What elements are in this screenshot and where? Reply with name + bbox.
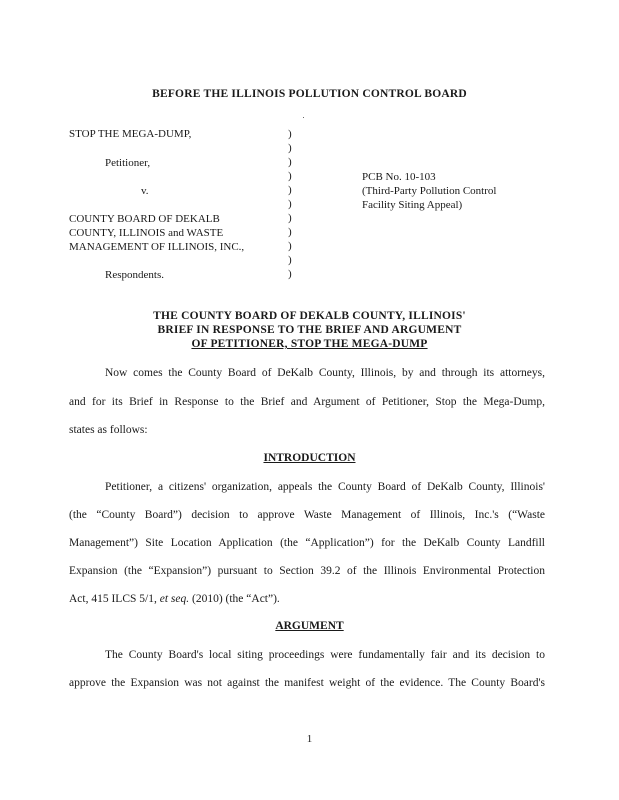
opening-paragraph-line: and for its Brief in Response to the Brief and Argument of Petitioner, Stop the Mega-Dump, xyxy=(69,396,545,408)
case-type-line: Facility Siting Appeal) xyxy=(362,199,463,211)
petitioner-name: STOP THE MEGA-DUMP, xyxy=(69,128,192,140)
argument-line: The County Board's local siting proceedings were fundamentally fair and its decision to xyxy=(105,649,545,661)
citation-italic: et seq. xyxy=(159,593,190,605)
caption-paren: ) xyxy=(288,184,292,196)
stray-mark xyxy=(303,117,304,118)
case-type-line: (Third-Party Pollution Control xyxy=(362,185,497,197)
respondent-line: COUNTY BOARD OF DEKALB xyxy=(69,213,220,225)
caption-paren: ) xyxy=(288,170,292,182)
brief-title-line: BRIEF IN RESPONSE TO THE BRIEF AND ARGUMENT xyxy=(157,324,462,336)
argument-line: approve the Expansion was not against the manifest weight of the evidence. The County Board's xyxy=(69,677,545,689)
page-number: 1 xyxy=(306,733,313,745)
respondent-line: MANAGEMENT OF ILLINOIS, INC., xyxy=(69,241,245,253)
caption-paren: ) xyxy=(288,142,292,154)
introduction-line: Petitioner, a citizens' organization, appeals the County Board of DeKalb County, Illinois' xyxy=(105,481,545,493)
caption-paren: ) xyxy=(288,240,292,252)
caption-paren: ) xyxy=(288,156,292,168)
petitioner-role: Petitioner, xyxy=(105,157,151,169)
caption-paren: ) xyxy=(288,212,292,224)
citation-text-end: (2010) (the “Act”). xyxy=(189,593,280,605)
introduction-line: Expansion (the “Expansion”) pursuant to Section 39.2 of the Illinois Environmental Protection xyxy=(69,565,545,577)
argument-heading: ARGUMENT xyxy=(275,620,344,632)
respondent-role: Respondents. xyxy=(105,269,164,281)
respondent-line: COUNTY, ILLINOIS and WASTE xyxy=(69,227,224,239)
versus: v. xyxy=(141,185,149,197)
caption-paren: ) xyxy=(288,128,292,140)
opening-paragraph-line: states as follows: xyxy=(69,424,148,436)
introduction-heading: INTRODUCTION xyxy=(263,452,356,464)
court-heading: BEFORE THE ILLINOIS POLLUTION CONTROL BOARD xyxy=(152,88,467,100)
introduction-line: (the “County Board”) decision to approve Waste Management of Illinois, Inc.'s (“Waste xyxy=(69,509,545,521)
introduction-last-line xyxy=(69,593,545,605)
case-number: PCB No. 10-103 xyxy=(362,171,436,183)
introduction-line: Management”) Site Location Application (the “Application”) for the DeKalb County Landfill xyxy=(69,537,545,549)
caption-paren: ) xyxy=(288,226,292,238)
opening-paragraph-line: Now comes the County Board of DeKalb County, Illinois, by and through its attorneys, xyxy=(105,367,545,379)
caption-paren: ) xyxy=(288,268,292,280)
caption-paren: ) xyxy=(288,198,292,210)
brief-title-line: THE COUNTY BOARD OF DEKALB COUNTY, ILLINOIS' xyxy=(153,310,466,322)
citation-text: Act, 415 ILCS 5/1, xyxy=(69,593,160,605)
brief-title-line: OF PETITIONER, STOP THE MEGA-DUMP xyxy=(191,338,428,350)
caption-paren: ) xyxy=(288,254,292,266)
